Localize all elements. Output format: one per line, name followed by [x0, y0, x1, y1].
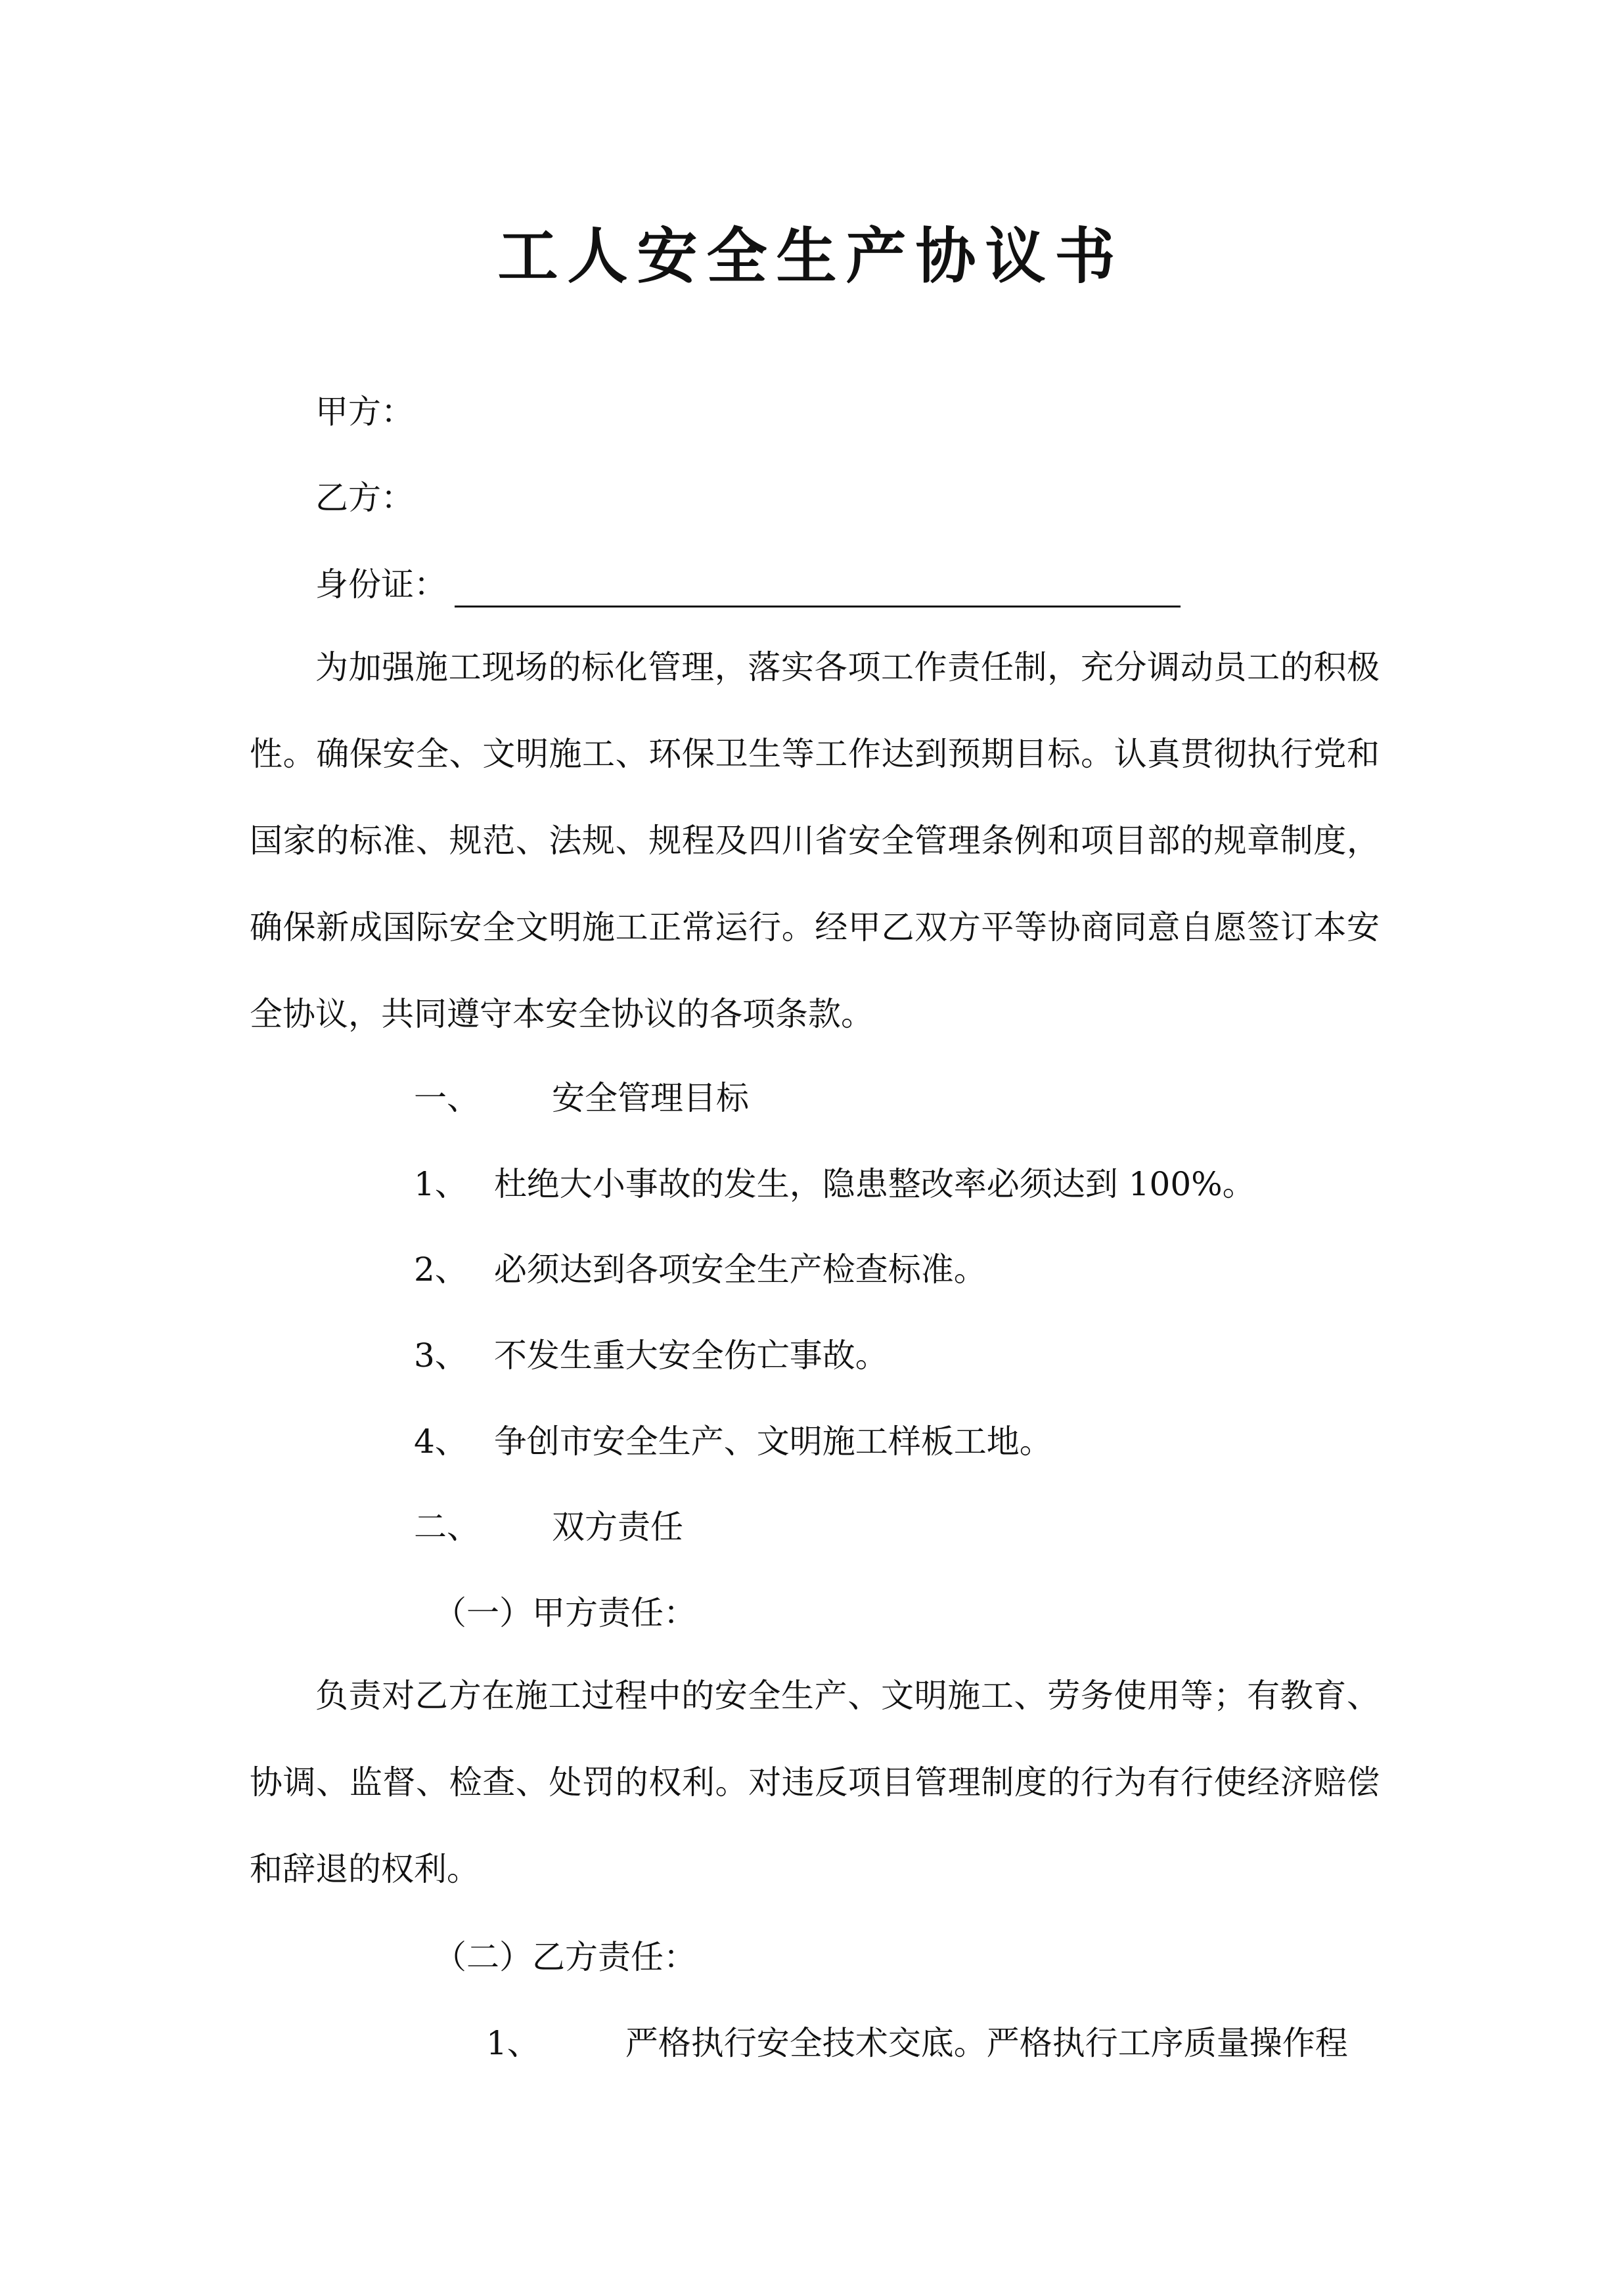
section-1-item [414, 1161, 1255, 1207]
party-a-responsibility-paragraph: 负责对乙方在施工过程中的安全生产、文明施工、劳务使用等；有教育、协调、监督、检查、处罚的权利。对违反项目管理制度的行为有行使经济赔偿和辞退的权利。 [250, 1677, 1380, 1888]
section-1-title: 安全管理目标 [552, 1079, 749, 1117]
party-b-responsibility-heading: （二）乙方责任： [434, 1938, 696, 1976]
id-card-blank-line [455, 573, 1181, 607]
section-1-item-text: 必须达到各项安全生产检查标准。 [493, 1250, 987, 1289]
section-1-item [414, 1333, 888, 1379]
section-1-item [414, 1419, 1052, 1465]
intro-paragraph: 为加强施工现场的标化管理，落实各项工作责任制，充分调动员工的积极性。确保安全、文明施工、环保卫生等工作达到预期目标。认真贯彻执行党和国家的标准、规范、法规、规程及四川省安全管理条例和项目部的规章制度，确保新成国际安全文明施工正常运行。经甲乙双方平等协商同意自愿签订本安全协议，共同遵守本安全协议的各项条款。 [250, 648, 1380, 1033]
section-1-number: 一、 [414, 1079, 480, 1117]
party-b-item-number: 1、 [486, 2024, 540, 2062]
document-title: 工人安全生产协议书 [497, 221, 1125, 292]
section-1-item-number: 4、 [414, 1423, 468, 1461]
id-card-row [315, 562, 1181, 607]
section-1-item-text: 杜绝大小事故的发生，隐患整改率必须达到 100%。 [493, 1165, 1255, 1203]
section-1-item-number: 2、 [414, 1250, 468, 1289]
section-1-item-text: 争创市安全生产、文明施工样板工地。 [493, 1423, 1052, 1461]
section-1-heading [414, 1075, 749, 1121]
section-1-item-number: 3、 [414, 1336, 468, 1375]
party-b-item [486, 2020, 1348, 2066]
section-1-item [414, 1247, 987, 1292]
section-1-item-number: 1、 [414, 1165, 468, 1203]
party-b-label: 乙方： [315, 479, 414, 517]
section-2-number: 二、 [414, 1508, 480, 1546]
party-a-label: 甲方： [315, 393, 414, 431]
party-a-responsibility-heading: （一）甲方责任： [434, 1594, 696, 1632]
section-1-item-text: 不发生重大安全伤亡事故。 [493, 1336, 888, 1375]
section-2-heading [414, 1504, 683, 1550]
section-2-title: 双方责任 [552, 1508, 683, 1546]
id-card-label: 身份证： [315, 565, 447, 604]
party-b-item-text: 严格执行安全技术交底。严格执行工序质量操作程 [625, 2024, 1348, 2062]
